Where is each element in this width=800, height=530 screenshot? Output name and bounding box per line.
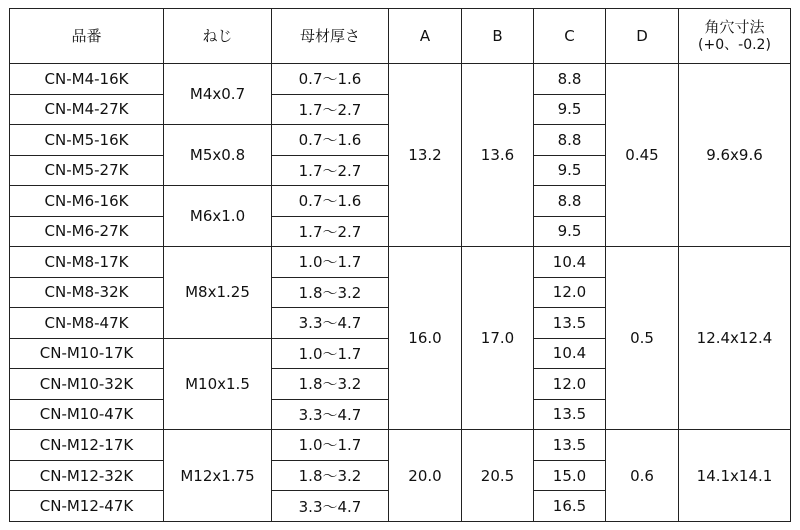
dim-b: 17.0 xyxy=(462,247,534,430)
header-thickness: 母材厚さ xyxy=(272,9,389,64)
header-d: D xyxy=(606,9,679,64)
part-number: CN-M4-16K xyxy=(10,64,164,95)
part-number: CN-M10-17K xyxy=(10,338,164,369)
thickness: 0.7～1.6 xyxy=(272,64,389,95)
dim-c: 13.5 xyxy=(534,308,606,339)
part-number: CN-M8-17K xyxy=(10,247,164,278)
thickness: 1.7～2.7 xyxy=(272,155,389,186)
dim-c: 13.5 xyxy=(534,399,606,430)
spec-table xyxy=(9,8,791,522)
header-part: 品番 xyxy=(10,9,164,64)
part-number: CN-M8-32K xyxy=(10,277,164,308)
dim-c: 10.4 xyxy=(534,247,606,278)
dim-d: 0.6 xyxy=(606,430,679,522)
part-number: CN-M10-32K xyxy=(10,369,164,400)
part-number: CN-M12-47K xyxy=(10,491,164,522)
thread-size: M4x0.7 xyxy=(164,64,272,125)
square-hole-size: 14.1x14.1 xyxy=(679,430,791,522)
dim-c: 10.4 xyxy=(534,338,606,369)
part-number: CN-M12-17K xyxy=(10,430,164,461)
part-number: CN-M12-32K xyxy=(10,460,164,491)
thread-size: M6x1.0 xyxy=(164,186,272,247)
header-thread: ねじ xyxy=(164,9,272,64)
thickness: 1.7～2.7 xyxy=(272,216,389,247)
part-number: CN-M6-27K xyxy=(10,216,164,247)
dim-c: 8.8 xyxy=(534,186,606,217)
table-row xyxy=(10,64,791,95)
dim-c: 9.5 xyxy=(534,94,606,125)
square-hole-size: 9.6x9.6 xyxy=(679,64,791,247)
dim-c: 15.0 xyxy=(534,460,606,491)
part-number: CN-M6-16K xyxy=(10,186,164,217)
header-hole-tolerance: (+0、-0.2) xyxy=(698,37,771,54)
thread-size: M5x0.8 xyxy=(164,125,272,186)
header-a: A xyxy=(389,9,462,64)
dim-a: 20.0 xyxy=(389,430,462,522)
square-hole-size: 12.4x12.4 xyxy=(679,247,791,430)
thickness: 1.8～3.2 xyxy=(272,277,389,308)
thread-size: M10x1.5 xyxy=(164,338,272,430)
thickness: 1.8～3.2 xyxy=(272,460,389,491)
dim-c: 12.0 xyxy=(534,369,606,400)
dim-d: 0.5 xyxy=(606,247,679,430)
thickness: 1.0～1.7 xyxy=(272,430,389,461)
thickness: 1.7～2.7 xyxy=(272,94,389,125)
thickness: 0.7～1.6 xyxy=(272,186,389,217)
header-hole-label: 角穴寸法 xyxy=(704,18,765,37)
dim-c: 16.5 xyxy=(534,491,606,522)
thread-size: M12x1.75 xyxy=(164,430,272,522)
header-c: C xyxy=(534,9,606,64)
part-number: CN-M4-27K xyxy=(10,94,164,125)
dim-c: 9.5 xyxy=(534,216,606,247)
thread-size: M8x1.25 xyxy=(164,247,272,339)
dim-c: 12.0 xyxy=(534,277,606,308)
part-number: CN-M5-27K xyxy=(10,155,164,186)
part-number: CN-M10-47K xyxy=(10,399,164,430)
dim-b: 13.6 xyxy=(462,64,534,247)
dim-b: 20.5 xyxy=(462,430,534,522)
thickness: 1.8～3.2 xyxy=(272,369,389,400)
part-number: CN-M8-47K xyxy=(10,308,164,339)
table-row xyxy=(10,247,791,278)
header-row xyxy=(10,9,791,64)
thickness: 1.0～1.7 xyxy=(272,338,389,369)
dim-d: 0.45 xyxy=(606,64,679,247)
thickness: 1.0～1.7 xyxy=(272,247,389,278)
dim-a: 16.0 xyxy=(389,247,462,430)
thickness: 3.3～4.7 xyxy=(272,308,389,339)
dim-c: 9.5 xyxy=(534,155,606,186)
table-row xyxy=(10,430,791,461)
part-number: CN-M5-16K xyxy=(10,125,164,156)
dim-c: 13.5 xyxy=(534,430,606,461)
dim-c: 8.8 xyxy=(534,64,606,95)
thickness: 0.7～1.6 xyxy=(272,125,389,156)
thickness: 3.3～4.7 xyxy=(272,491,389,522)
header-b: B xyxy=(462,9,534,64)
thickness: 3.3～4.7 xyxy=(272,399,389,430)
dim-c: 8.8 xyxy=(534,125,606,156)
header-hole xyxy=(679,9,791,64)
dim-a: 13.2 xyxy=(389,64,462,247)
